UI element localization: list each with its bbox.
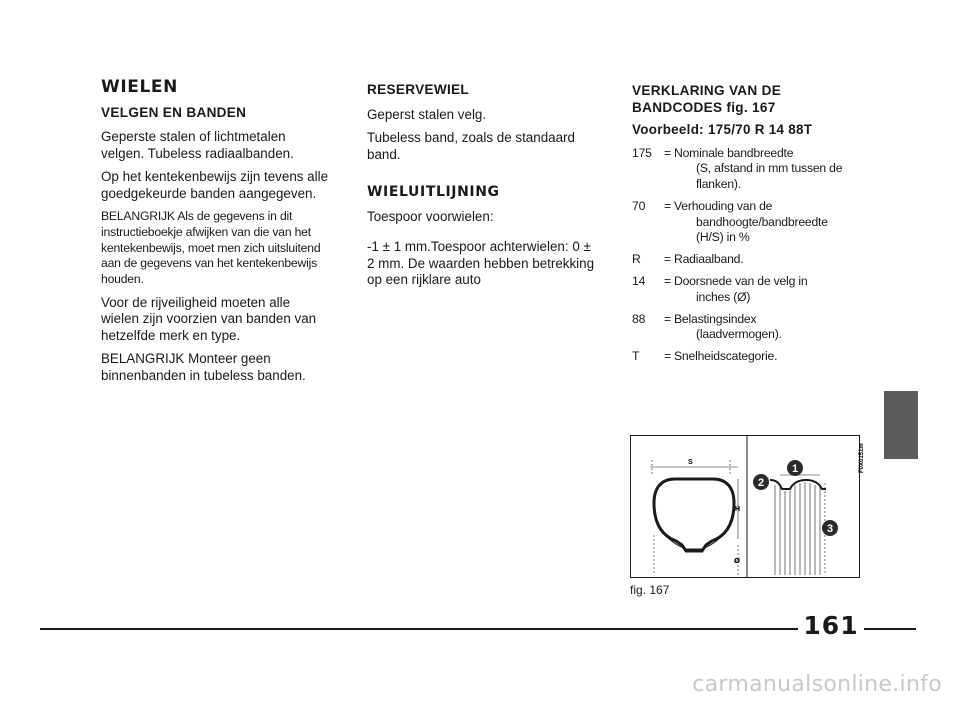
paragraph-toe-values: -1 ± 1 mm.Toespoor achterwielen: 0 ± 2 mm. De waarden hebben betrekking op een rijklare auto xyxy=(367,239,595,287)
subtitle-rims-tyres: VELGEN EN BANDEN xyxy=(101,104,247,120)
code-key: 88 xyxy=(632,311,646,326)
code-key: 175 xyxy=(632,145,652,160)
section-title-tyre-codes: VERKLARING VAN DE BANDCODES fig. 167 xyxy=(632,83,782,115)
tyre-code-figure xyxy=(630,435,865,578)
code-row xyxy=(632,312,857,344)
label-diameter: Ø xyxy=(734,557,740,565)
code-key: T xyxy=(632,349,640,364)
section-title-spare-wheel: RESERVEWIEL xyxy=(367,82,470,97)
code-equals: = xyxy=(664,252,671,267)
spacer xyxy=(367,170,599,184)
section-title-wheels: WIELEN xyxy=(101,77,178,97)
paragraph-front-toe: Toespoor voorwielen: xyxy=(367,208,494,224)
example-code: Voorbeeld: 175/70 R 14 88T xyxy=(632,122,813,137)
code-equals: = xyxy=(664,349,671,364)
footer-rule-left xyxy=(40,628,798,630)
footer-rule-right xyxy=(864,628,916,630)
callout-3-label: 3 xyxy=(826,523,834,535)
column-tyre-codes xyxy=(632,76,857,371)
code-equals: = xyxy=(664,274,671,289)
section-title-alignment: WIELUITLIJNING xyxy=(367,184,500,200)
callout-2-label: 2 xyxy=(757,477,765,489)
paragraph-rims: Geperste stalen of lichtmetalen velgen. Tubeless radiaalbanden. xyxy=(101,129,294,161)
page-number: 161 xyxy=(803,611,859,640)
chapter-tab xyxy=(884,391,918,459)
column-spare-alignment xyxy=(367,76,599,296)
code-equals: = xyxy=(664,311,671,326)
code-description: Radiaalband. xyxy=(674,252,744,267)
label-h: H xyxy=(735,506,741,513)
code-description: Nominale bandbreedte (S, afstand in mm tussen de flanken). xyxy=(674,145,843,192)
code-key: R xyxy=(632,252,641,267)
paragraph-spare-rim: Geperst stalen velg. xyxy=(367,106,487,122)
code-key: 70 xyxy=(632,198,646,213)
figure-code: F0X0151m xyxy=(859,443,865,473)
code-row xyxy=(632,252,857,268)
callout-1-label: 1 xyxy=(791,463,799,475)
code-row xyxy=(632,349,857,365)
code-list xyxy=(632,146,857,366)
code-description: Verhouding van de bandhoogte/bandbreedte (H/S) in % xyxy=(674,198,828,245)
paragraph-important-inner-tubes: BELANGRIJK Monteer geen binnenbanden in tubeless banden. xyxy=(101,351,306,383)
watermark: carmanualsonline.info xyxy=(692,672,942,697)
code-equals: = xyxy=(664,145,671,160)
figure-caption: fig. 167 xyxy=(630,583,670,597)
code-row xyxy=(632,199,857,246)
code-row xyxy=(632,274,857,306)
paragraph-important-registration: BELANGRIJK Als de gegevens in dit instructieboekje afwijken van die van het kentekenbewijs, moet men zich uitsluitend aan de gegevens van het kentekenbewijs houden. xyxy=(101,209,321,287)
code-description: Snelheidscategorie. xyxy=(674,349,778,364)
code-key: 14 xyxy=(632,274,646,289)
column-wheels xyxy=(101,76,329,391)
code-description: Belastingsindex (laadvermogen). xyxy=(674,311,782,342)
code-row xyxy=(632,146,857,193)
code-equals: = xyxy=(664,198,671,213)
label-s: S xyxy=(688,459,693,466)
code-description: Doorsnede van de velg in inches (Ø) xyxy=(674,274,808,304)
paragraph-registration: Op het kentekenbewijs zijn tevens alle goedgekeurde banden aangegeven. xyxy=(101,169,329,201)
paragraph-spare-tyre: Tubeless band, zoals de standaard band. xyxy=(367,130,575,162)
paragraph-safety: Voor de rijveiligheid moeten alle wielen zijn voorzien van banden van hetzelfde merk en type. xyxy=(101,294,317,343)
